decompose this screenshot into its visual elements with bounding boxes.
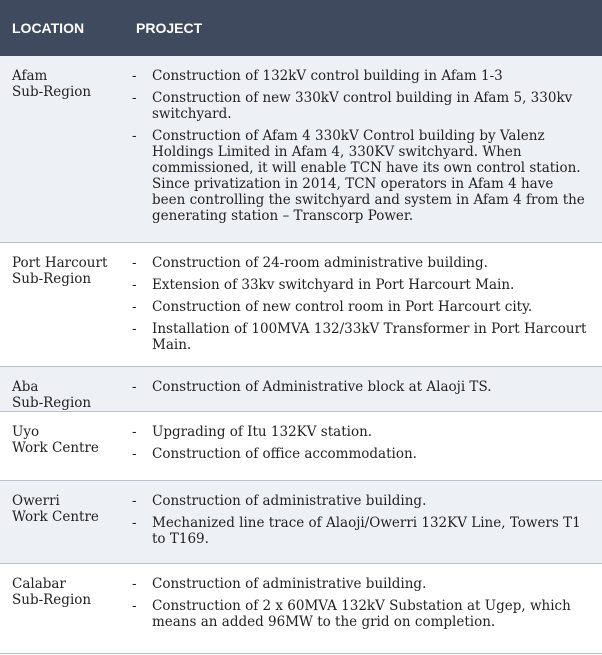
project-item: - Construction of 24-room administrative building. bbox=[132, 254, 488, 271]
location-name: Aba bbox=[12, 378, 39, 395]
table-row-port-harcourt bbox=[0, 242, 602, 366]
location-type: Sub-Region bbox=[12, 591, 92, 608]
project-cell bbox=[132, 411, 602, 480]
project-cell bbox=[132, 563, 602, 653]
location-cell bbox=[0, 242, 132, 366]
table-row-calabar bbox=[0, 563, 602, 653]
table-row-aba bbox=[0, 366, 602, 411]
location-type: Work Centre bbox=[12, 439, 99, 456]
table-row-uyo bbox=[0, 411, 602, 480]
location-cell bbox=[0, 56, 132, 242]
location-name: Uyo bbox=[12, 423, 40, 440]
project-cell bbox=[132, 242, 602, 366]
location-type: Sub-Region bbox=[12, 394, 92, 411]
project-item: - Construction of office accommodation. bbox=[132, 445, 417, 462]
location-cell bbox=[0, 366, 132, 411]
location-cell bbox=[0, 480, 132, 563]
project-cell bbox=[132, 366, 602, 411]
project-cell bbox=[132, 56, 602, 242]
location-cell bbox=[0, 411, 132, 480]
project-item: - Extension of 33kv switchyard in Port Harcourt Main. bbox=[132, 276, 515, 293]
project-item: - Construction of administrative building. bbox=[132, 575, 427, 592]
location-name: Afam bbox=[12, 68, 48, 84]
project-cell bbox=[132, 480, 602, 563]
header-project: PROJECT bbox=[132, 0, 602, 56]
project-item: - Construction of new 330kV control building in Afam 5, 330kv switchyard. bbox=[132, 90, 573, 122]
project-item: - Construction of 132kV control building in Afam 1-3 bbox=[132, 68, 503, 84]
table-row-afam bbox=[0, 56, 602, 242]
location-name: Calabar bbox=[12, 575, 66, 592]
project-item: - Installation of 100MVA 132/33kV Transformer in Port Harcourt Main. bbox=[132, 320, 587, 353]
location-type: Sub-Region bbox=[12, 84, 92, 100]
project-item: - Construction of Afam 4 330kV Control building by Valenz Holdings Limited in Afam 4, 330KV switchyard. When commissioned, it will enable TCN have its own control station. Since privatization in 2014, TCN operators in Afam 4 have been controlling the switchyard and system in Afam 4 from the generating station – Transcorp Power. bbox=[132, 128, 585, 224]
header-location: LOCATION bbox=[0, 0, 132, 56]
project-item: - Mechanized line trace of Alaoji/Owerri 132KV Line, Towers T1 to T169. bbox=[132, 514, 581, 547]
project-item: - Construction of 2 x 60MVA 132kV Substation at Ugep, which means an added 96MW to the grid on completion. bbox=[132, 597, 571, 630]
location-name: Owerri bbox=[12, 492, 60, 509]
project-item: - Construction of administrative building. bbox=[132, 492, 427, 509]
location-name: Port Harcourt bbox=[12, 254, 108, 271]
table-header bbox=[0, 0, 602, 56]
location-type: Sub-Region bbox=[12, 270, 92, 287]
table-row-owerri bbox=[0, 480, 602, 563]
location-cell bbox=[0, 563, 132, 653]
project-item: - Construction of new control room in Port Harcourt city. bbox=[132, 298, 533, 315]
project-item: - Upgrading of Itu 132KV station. bbox=[132, 423, 373, 440]
project-item: - Construction of Administrative block at Alaoji TS. bbox=[132, 378, 492, 395]
location-type: Work Centre bbox=[12, 508, 99, 525]
